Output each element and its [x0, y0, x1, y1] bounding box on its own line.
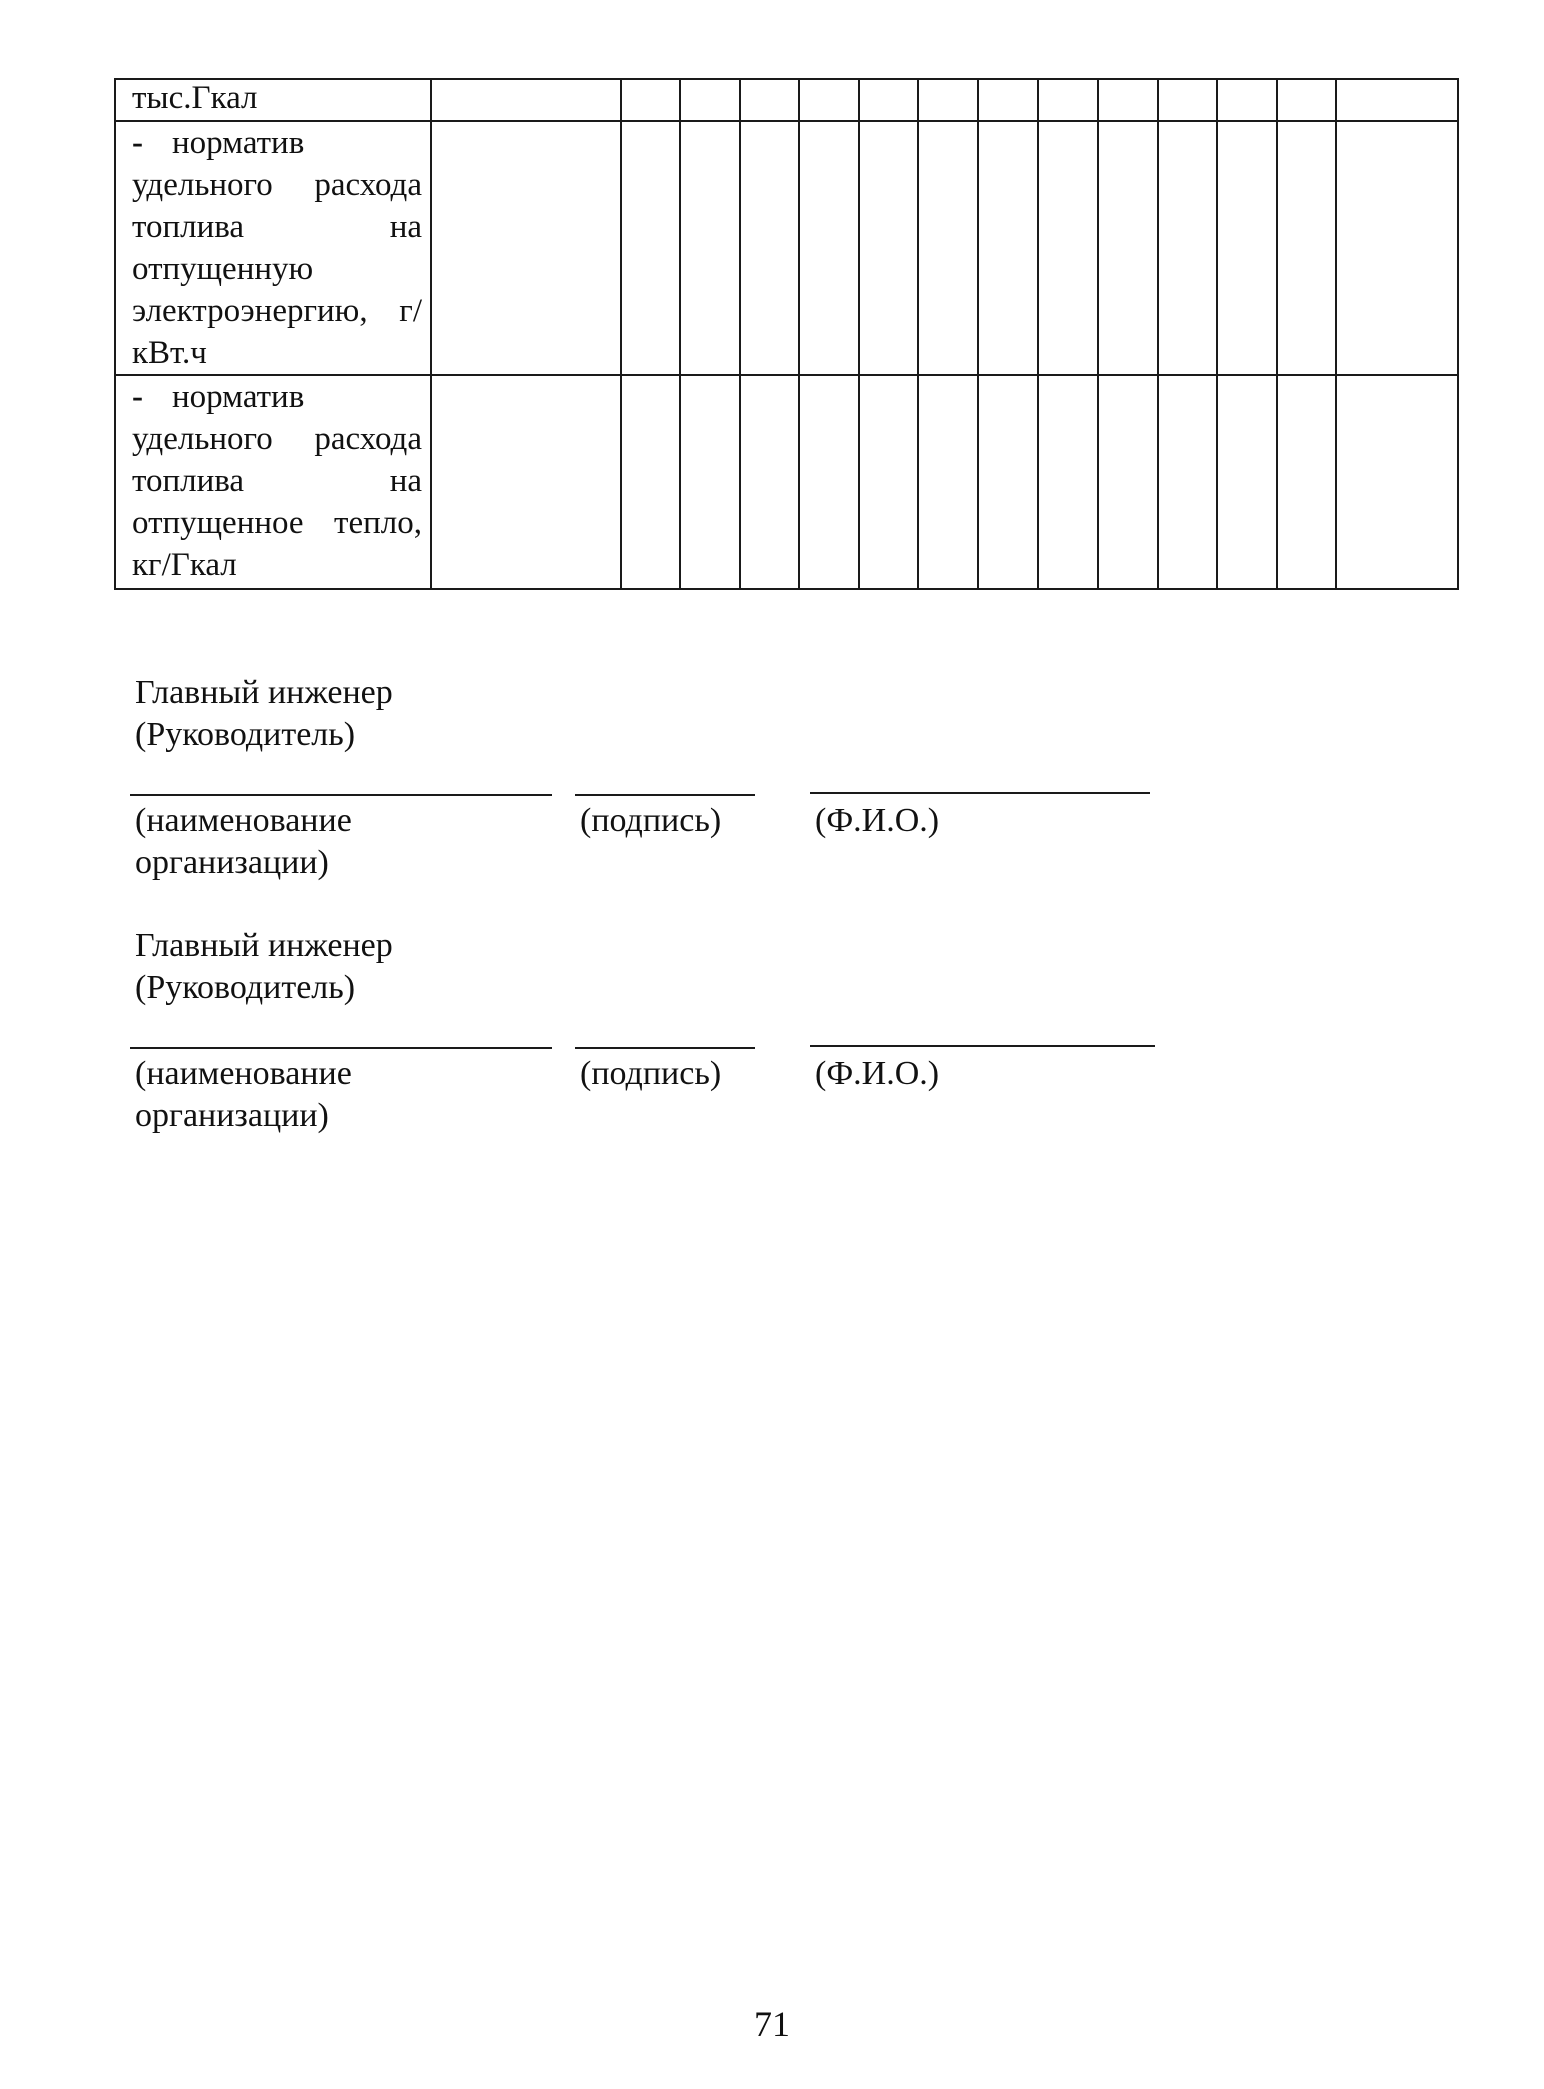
data-cell: [1038, 79, 1098, 121]
page-number: 71: [754, 2004, 790, 2044]
position-title: [135, 672, 393, 756]
data-cell: [1038, 121, 1098, 375]
table-row: [115, 375, 1458, 589]
norms-table: [114, 78, 1459, 590]
table-row: [115, 121, 1458, 375]
data-cell: [799, 121, 859, 375]
data-cell: [1336, 375, 1458, 589]
data-cell: [799, 79, 859, 121]
position-title-line: Главный инженер: [135, 927, 393, 964]
data-cell: [1217, 375, 1277, 589]
data-cell: [1277, 121, 1336, 375]
data-cell: [1098, 79, 1158, 121]
data-cell: [1158, 79, 1217, 121]
data-cell: [1098, 375, 1158, 589]
row-label-cell: [115, 121, 431, 375]
data-cell: [621, 79, 680, 121]
full-name-line: [810, 792, 1150, 794]
position-title-line: (Руководитель): [135, 969, 356, 1006]
data-cell: [431, 375, 621, 589]
full-name-caption: (Ф.И.О.): [815, 1055, 940, 1092]
org-name-caption: [135, 1053, 352, 1137]
data-cell: [918, 375, 978, 589]
data-cell: [1158, 375, 1217, 589]
position-title-line: Главный инженер: [135, 674, 393, 711]
data-cell: [740, 79, 799, 121]
data-cell: [1336, 121, 1458, 375]
row-label-text: норматив удельного расхода топлива на отпущенную электроэнергию, г/кВт.ч: [132, 125, 422, 371]
data-cell: [918, 79, 978, 121]
row-label-text: тыс.Гкал: [132, 80, 258, 116]
org-name-caption-line: организации): [135, 844, 329, 881]
data-cell: [431, 79, 621, 121]
data-cell: [859, 79, 918, 121]
data-cell: [680, 375, 740, 589]
data-cell: [740, 375, 799, 589]
signature-line: [575, 1047, 755, 1049]
data-cell: [431, 121, 621, 375]
data-cell: [978, 121, 1038, 375]
position-title-line: (Руководитель): [135, 716, 356, 753]
data-cell: [1158, 121, 1217, 375]
data-cell: [1277, 375, 1336, 589]
row-dash: -: [132, 125, 143, 161]
data-cell: [1277, 79, 1336, 121]
data-cell: [799, 375, 859, 589]
data-cell: [918, 121, 978, 375]
row-label-text: норматив удельного расхода топлива на отпущенное тепло, кг/Гкал: [132, 379, 422, 583]
org-name-line: [130, 1047, 552, 1049]
data-cell: [1217, 79, 1277, 121]
org-name-line: [130, 794, 552, 796]
data-cell: [1336, 79, 1458, 121]
data-cell: [680, 121, 740, 375]
data-cell: [680, 79, 740, 121]
full-name-line: [810, 1045, 1155, 1047]
data-cell: [1038, 375, 1098, 589]
data-cell: [621, 121, 680, 375]
data-cell: [1098, 121, 1158, 375]
org-name-caption-line: организации): [135, 1097, 329, 1134]
org-name-caption: [135, 800, 352, 884]
org-name-caption-line: (наименование: [135, 802, 352, 839]
data-cell: [740, 121, 799, 375]
data-cell: [978, 79, 1038, 121]
position-title: [135, 925, 393, 1009]
data-cell: [1217, 121, 1277, 375]
data-cell: [621, 375, 680, 589]
data-cell: [978, 375, 1038, 589]
row-label-cell: [115, 375, 431, 589]
row-dash: -: [132, 379, 143, 415]
full-name-caption: (Ф.И.О.): [815, 802, 940, 839]
data-cell: [859, 121, 918, 375]
org-name-caption-line: (наименование: [135, 1055, 352, 1092]
signature-line: [575, 794, 755, 796]
row-label-cell: [115, 79, 431, 121]
signature-caption: (подпись): [580, 1055, 722, 1092]
data-cell: [859, 375, 918, 589]
signature-caption: (подпись): [580, 802, 722, 839]
table-row: [115, 79, 1458, 121]
